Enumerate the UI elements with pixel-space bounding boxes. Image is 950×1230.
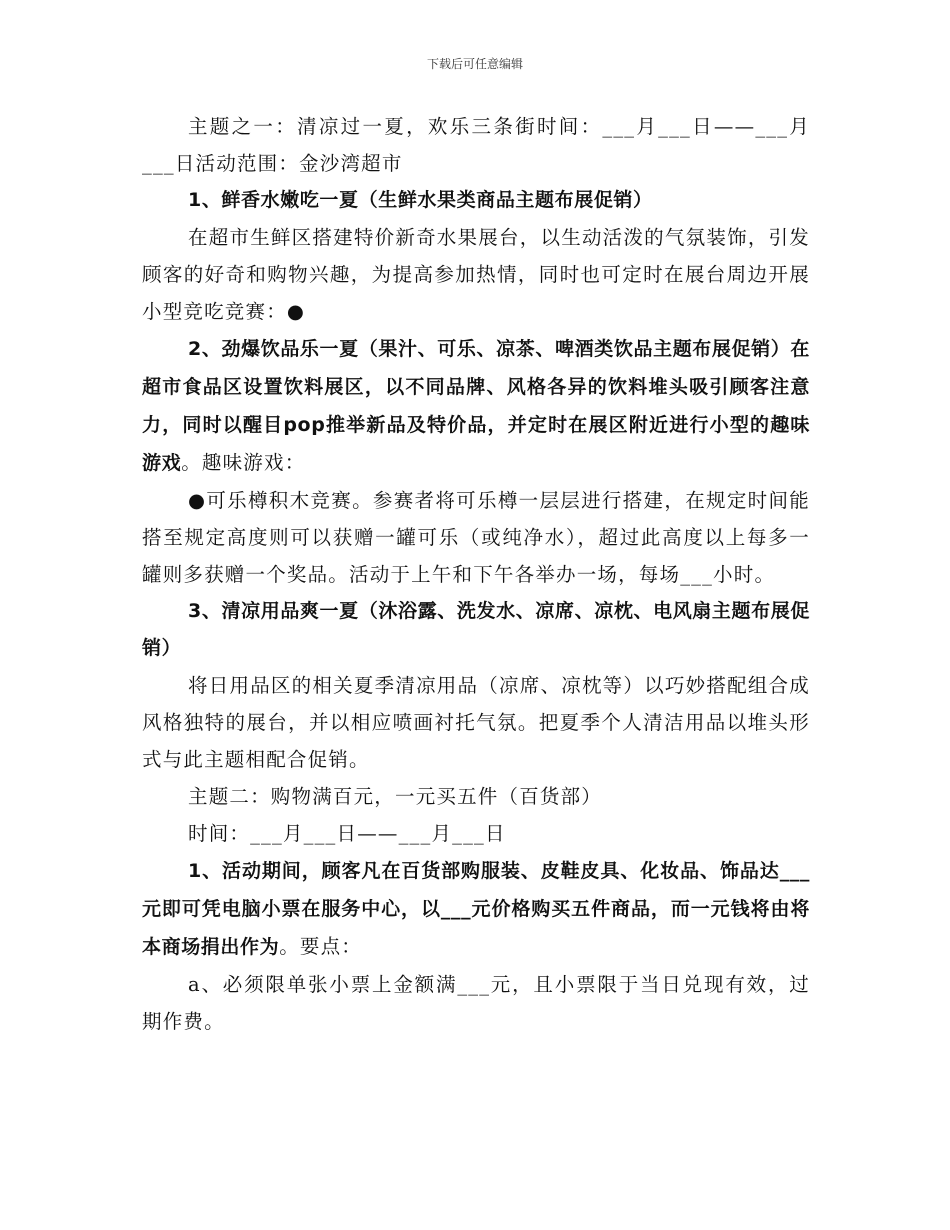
theme-two-item-1-bold: 1、活动期间，顾客凡在百货部购服装、皮鞋皮具、化妆品、饰品达___元即可凭电脑小票在服务中心，以___元价格购买五件商品，而一元钱将由将本商场捐出作为 [142,860,810,958]
document-body [142,108,810,1040]
section-1-body: 在超市生鲜区搭建特价新奇水果展台，以生动活泼的气氛装饰，引发顾客的好奇和购物兴趣，为提高参加热情，同时也可定时在展台周边开展小型竞吃竞赛：● [142,226,810,323]
theme-two-item-1 [142,852,810,966]
theme-two-item-1-normal: 。要点： [279,935,363,958]
theme-two-time: 时间：___月___日——___月___日 [188,822,506,845]
section-3-heading: 3、清凉用品爽一夏（沐浴露、洗发水、凉席、凉枕、电风扇主题布展促销） [142,600,810,659]
section-1-heading: 1、鲜香水嫩吃一夏（生鲜水果类商品主题布展促销） [188,189,653,211]
section-2-bold-text: 2、劲爆饮品乐一夏（果汁、可乐、凉茶、啤酒类饮品主题布展促销）在超市食品区设置饮料展区，以不同品牌、风格各异的饮料堆头吸引顾客注意力，同时以醒目pop推举新品及特价品，并定时在展区附近进行小型的趣味游戏 [142,338,810,474]
theme-one-paragraph: 主题之一：清凉过一夏，欢乐三条街时间：___月___日——___月___日活动范围：金沙湾超市 [142,115,810,175]
section-2-paragraph [142,330,810,482]
theme-two-point-a: a、必须限单张小票上金额满___元，且小票限于当日兑现有效，过期作费。 [142,973,810,1033]
section-2-normal-text: 。趣味游戏： [181,451,306,474]
cola-game-paragraph: ●可乐樽积木竞赛。参赛者将可乐樽一层层进行搭建，在规定时间能搭至规定高度则可以获赠一罐可乐（或纯净水），超过此高度以上每多一罐则多获赠一个奖品。活动于上午和下午各举办一场，每场___小时。 [142,489,810,586]
theme-two-heading: 主题二：购物满百元，一元买五件（百货部） [188,785,603,808]
page-header-note: 下载后可任意编辑 [426,57,523,71]
section-3-body: 将日用品区的相关夏季清凉用品（凉席、凉枕等）以巧妙搭配组合成风格独特的展台，并以相应喷画衬托气氛。把夏季个人清洁用品以堆头形式与此主题相配合促销。 [142,674,810,771]
